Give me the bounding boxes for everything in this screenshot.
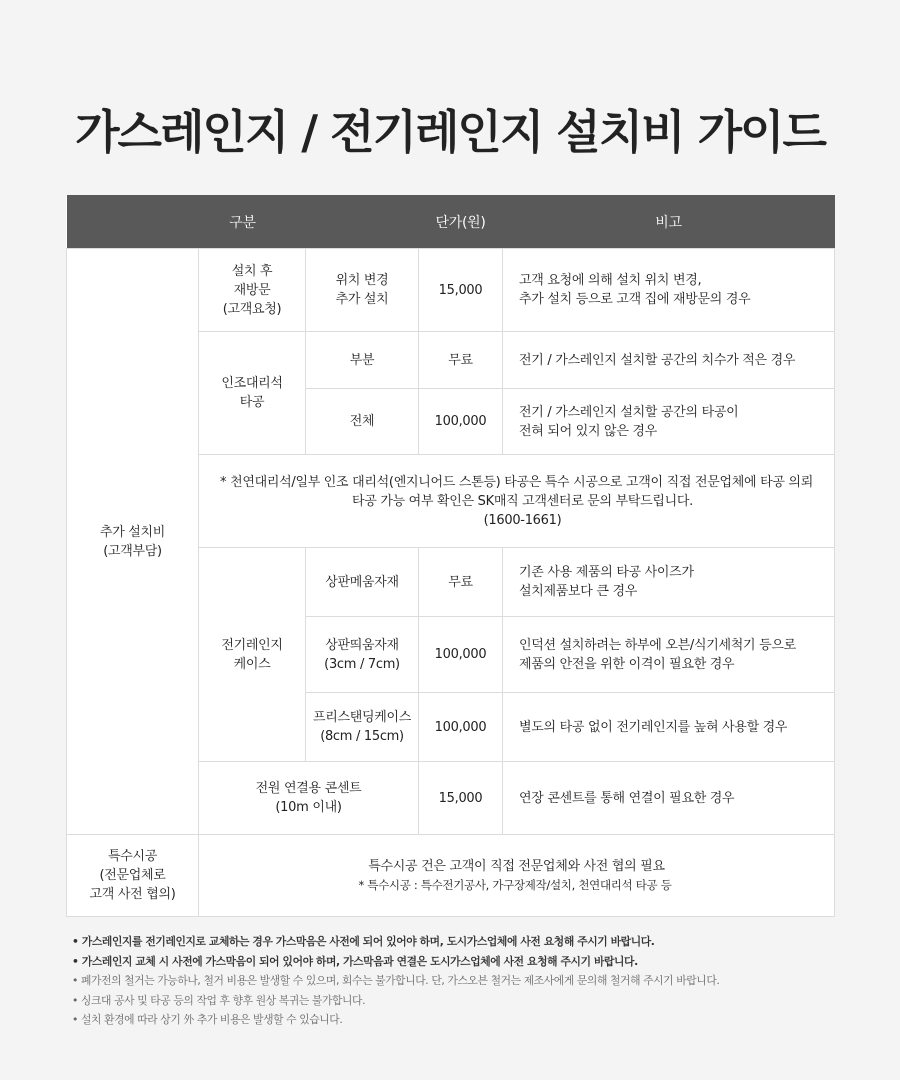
special-note bbox=[199, 835, 835, 917]
marble-note-line2: 타공 가능 여부 확인은 SK매직 고객센터로 문의 부탁드립니다. bbox=[351, 493, 694, 509]
footnote-item: • 싱크대 공사 및 타공 등의 작업 후 향후 원상 복귀는 불가합니다. bbox=[72, 993, 366, 1007]
case-remark-fill: 기존 사용 제품의 타공 사이즈가 설치제품보다 큰 경우 bbox=[503, 548, 835, 617]
header-remarks: 비고 bbox=[503, 195, 835, 249]
special-note-line2: * 특수시공 : 특수전기공사, 가구장제작/설치, 천연대리석 타공 등 bbox=[358, 877, 672, 892]
case-remark-raise: 인덕션 설치하려는 하부에 오븐/식기세척기 등으로 제품의 안전을 위한 이격이 필요한 경우 bbox=[503, 617, 835, 693]
case-price-raise: 100,000 bbox=[419, 617, 503, 693]
install-fee-table bbox=[66, 195, 835, 917]
outlet-remark: 연장 콘센트를 통해 연결이 필요한 경우 bbox=[503, 762, 835, 835]
footnote-item: • 폐가전의 철거는 가능하나, 철거 비용은 발생할 수 있으며, 회수는 불가합니다. 단, 가스오븐 철거는 제조사에게 문의해 철거해 주시기 바랍니다. bbox=[72, 974, 720, 987]
footnote-item: • 설치 환경에 따라 상기 外 추가 비용은 발생할 수 있습니다. bbox=[72, 1013, 343, 1026]
header-price: 단가(원) bbox=[419, 195, 503, 249]
marble-group-label: 인조대리석 타공 bbox=[199, 332, 306, 455]
table-header-row bbox=[67, 195, 835, 249]
case-item-freestanding: 프리스탠딩케이스 (8cm / 15cm) bbox=[306, 693, 419, 762]
marble-price-partial: 무료 bbox=[419, 332, 503, 389]
special-note-line1: 특수시공 건은 고객이 직접 전문업체와 사전 협의 필요 bbox=[368, 858, 665, 874]
footnote-item: • 가스레인지 교체 시 사전에 가스막음이 되어 있어야 하며, 가스막음과 연결은 도시가스업체에 사전 요청해 주시기 바랍니다. bbox=[72, 954, 638, 968]
revisit-group-label: 설치 후 재방문 (고객요청) bbox=[199, 249, 306, 332]
marble-remark-partial: 전기 / 가스레인지 설치할 공간의 치수가 적은 경우 bbox=[503, 332, 835, 389]
footnote-item: • 가스레인지를 전기레인지로 교체하는 경우 가스막음은 사전에 되어 있어야 하며, 도시가스업체에 사전 요청해 주시기 바랍니다. bbox=[72, 935, 655, 948]
case-remark-freestanding: 별도의 타공 없이 전기레인지를 높혀 사용할 경우 bbox=[503, 693, 835, 762]
table-row bbox=[67, 249, 835, 332]
table-row bbox=[67, 835, 835, 917]
outlet-item: 전원 연결용 콘센트 (10m 이내) bbox=[199, 762, 419, 835]
case-price-fill: 무료 bbox=[419, 548, 503, 617]
extra-fee-section-label: 추가 설치비 (고객부담) bbox=[67, 249, 199, 835]
marble-note-phone: (1600-1661) bbox=[483, 512, 562, 528]
header-category: 구분 bbox=[67, 195, 419, 249]
marble-price-full: 100,000 bbox=[419, 389, 503, 455]
marble-remark-full: 전기 / 가스레인지 설치할 공간의 타공이 전혀 되어 있지 않은 경우 bbox=[503, 389, 835, 455]
revisit-remark: 고객 요청에 의해 설치 위치 변경, 추가 설치 등으로 고객 집에 재방문의 경우 bbox=[503, 249, 835, 332]
outlet-price: 15,000 bbox=[419, 762, 503, 835]
marble-note-line1: * 천연대리석/일부 인조 대리석(엔지니어드 스톤등) 타공은 특수 시공으로 고객이 직접 전문업체에 타공 의뢰 bbox=[220, 474, 813, 490]
case-price-freestanding: 100,000 bbox=[419, 693, 503, 762]
page-title: 가스레인지 / 전기레인지 설치비 가이드 bbox=[75, 105, 825, 159]
marble-item-partial: 부분 bbox=[306, 332, 419, 389]
case-item-raise: 상판띄움자재 (3cm / 7cm) bbox=[306, 617, 419, 693]
special-section-label: 특수시공 (전문업체로 고객 사전 협의) bbox=[67, 835, 199, 917]
revisit-price: 15,000 bbox=[419, 249, 503, 332]
revisit-item: 위치 변경 추가 설치 bbox=[306, 249, 419, 332]
case-item-fill: 상판메움자재 bbox=[306, 548, 419, 617]
marble-item-full: 전체 bbox=[306, 389, 419, 455]
footnotes bbox=[72, 932, 852, 1030]
marble-note bbox=[199, 455, 835, 548]
case-group-label: 전기레인지 케이스 bbox=[199, 548, 306, 762]
